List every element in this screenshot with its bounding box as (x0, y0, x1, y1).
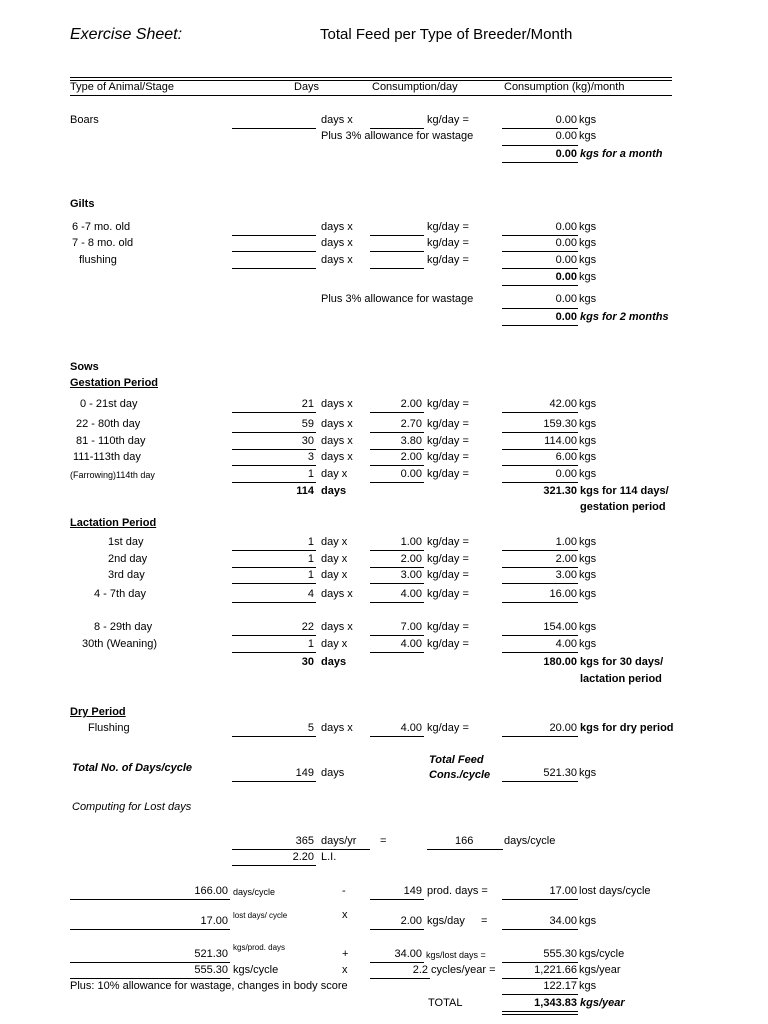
unit-kgs: kgs (579, 588, 597, 600)
days-underline (232, 567, 316, 568)
calc-value: 166.00 (194, 885, 228, 897)
gestation-row-days: 1 (307, 468, 314, 480)
unit-day: day x (321, 638, 348, 650)
total-days-label: Total No. of Days/cycle (72, 762, 193, 774)
total-days-unit: days (321, 767, 345, 779)
sows-heading: Sows (70, 361, 99, 373)
total-days-value: 149 (295, 767, 314, 779)
li-unit: L.I. (321, 851, 337, 863)
operator: - (342, 885, 346, 897)
unit-kgday: kg/day = (427, 398, 469, 410)
li-value: 2.20 (292, 851, 314, 863)
unit-days: days x (321, 114, 353, 126)
gestation-row-label: 81 - 110th day (76, 435, 146, 447)
gestation-row-rate: 3.80 (400, 435, 422, 447)
lactation-heading: Lactation Period (70, 517, 157, 529)
days-cycle-value: 166 (455, 835, 474, 847)
unit-day: day x (321, 468, 348, 480)
gestation-row-days: 59 (301, 418, 314, 430)
gilts-subtotal: 0.00 (555, 271, 577, 283)
days-underline (232, 482, 316, 483)
unit-kgday: kg/day = (427, 569, 469, 581)
amount-underline (502, 567, 578, 568)
gestation-row-rate: 2.70 (400, 418, 422, 430)
unit-kgday: kg/day = (427, 435, 469, 447)
lactation-row-rate: 2.00 (400, 553, 422, 565)
calc-unit: prod. days = (427, 885, 488, 897)
gestation-row-days: 3 (307, 451, 314, 463)
unit-days: days x (321, 398, 353, 410)
calc-unit: cycles/year = (431, 964, 496, 976)
unit-kgs: kgs (579, 271, 597, 283)
days-underline (232, 736, 316, 737)
gestation-days-word: days (321, 485, 347, 497)
unit-day: day x (321, 553, 348, 565)
lactation-row-amount: 3.00 (555, 569, 577, 581)
amount-underline (502, 412, 578, 413)
gestation-total-amount: 321.30 (543, 485, 577, 497)
calc-result: 555.30 (543, 948, 577, 960)
dry-amount-label: kgs for dry period (580, 722, 674, 734)
rate-underline (370, 482, 424, 483)
lactation-row-days: 1 (307, 638, 314, 650)
rate-underline (370, 432, 424, 433)
calc-underline (502, 899, 578, 900)
gilts-row-amount: 0.00 (555, 237, 577, 249)
days-underline (232, 449, 316, 450)
unit-days: days x (321, 588, 353, 600)
gestation-row-rate: 0.00 (400, 468, 422, 480)
operator: x (342, 964, 348, 976)
gilts-row-label: flushing (79, 254, 117, 266)
lactation-row-label: 8 - 29th day (94, 621, 153, 633)
calc-result: 34.00 (549, 915, 577, 927)
calc-underline (370, 929, 424, 930)
amount-underline (502, 652, 578, 653)
blank-line (370, 128, 424, 129)
dry-label: Flushing (88, 722, 130, 734)
unit-kgs: kgs (579, 536, 597, 548)
rate-underline (370, 736, 424, 737)
calc-unit: kgs/cycle (233, 964, 279, 976)
calc-underline (70, 962, 230, 963)
gilts-row-amount: 0.00 (555, 254, 577, 266)
unit-kgday: kg/day = (427, 722, 469, 734)
unit-kgs: kgs (579, 451, 597, 463)
calc-underline (502, 978, 578, 979)
col-header-consumption-day: Consumption/day (372, 81, 458, 93)
allowance-label: Plus: 10% allowance for wastage, changes in body score (70, 980, 348, 992)
gilts-row-label: 7 - 8 mo. old (72, 237, 134, 249)
unit-kgs: kgs (579, 293, 597, 305)
days-underline (232, 781, 316, 782)
rate-underline (370, 550, 424, 551)
boars-allowance-amount: 0.00 (555, 130, 577, 142)
calc-value: 2.2 (412, 964, 428, 976)
gestation-row-amount: 114.00 (544, 435, 577, 447)
dry-heading: Dry Period (70, 706, 126, 718)
rate-underline (370, 583, 424, 584)
boars-total-label: kgs for a month (580, 148, 663, 160)
lactation-row-rate: 4.00 (400, 588, 422, 600)
amount-underline (502, 482, 578, 483)
amount-underline (502, 736, 578, 737)
gestation-row-label: 0 - 21st day (80, 398, 138, 410)
calc-value: 17.00 (200, 915, 228, 927)
amount-underline (502, 251, 578, 252)
unit-kgday: kg/day = (427, 468, 469, 480)
allowance-unit: kgs (579, 980, 597, 992)
unit-days: days x (321, 722, 353, 734)
unit-kgday: kg/day = (427, 114, 469, 126)
days-per-year-unit: days/yr (321, 835, 357, 847)
lactation-row-rate: 4.00 (400, 638, 422, 650)
gestation-row-rate: 2.00 (400, 451, 422, 463)
amount-underline (502, 583, 578, 584)
unit-kgday: kg/day = (427, 536, 469, 548)
total-feed-unit: kgs (579, 767, 597, 779)
days-underline (232, 635, 316, 636)
unit-kgs: kgs (579, 398, 597, 410)
unit-kgday: kg/day = (427, 588, 469, 600)
lactation-row-rate: 1.00 (400, 536, 422, 548)
boars-allowance-label: Plus 3% allowance for wastage (321, 130, 474, 142)
unit-kgs: kgs (579, 237, 597, 249)
gilts-row-amount: 0.00 (555, 221, 577, 233)
lactation-row-days: 4 (307, 588, 314, 600)
boars-total: 0.00 (555, 148, 577, 160)
gestation-row-label: 111-113th day (73, 451, 141, 463)
calc-underline (370, 978, 430, 979)
calc-result: 17.00 (549, 885, 577, 897)
blank-line (232, 251, 316, 252)
gestation-row-days: 21 (301, 398, 314, 410)
unit-days: days x (321, 221, 353, 233)
amount-underline (502, 465, 578, 466)
blank-line (232, 128, 316, 129)
gestation-total-days: 114 (296, 485, 314, 497)
calc-result-unit: kgs (579, 915, 597, 927)
unit-kgday: kg/day = (427, 237, 469, 249)
operator: + (342, 948, 349, 960)
gestation-row-rate: 2.00 (400, 398, 422, 410)
gestation-row-amount: 42.00 (549, 398, 577, 410)
lactation-row-rate: 7.00 (400, 621, 422, 633)
days-underline (232, 583, 316, 584)
lactation-row-amount: 1.00 (555, 536, 577, 548)
unit-kgday: kg/day = (427, 254, 469, 266)
calc-result-unit: kgs/year (579, 964, 621, 976)
blank-line (370, 235, 424, 236)
gestation-row-label: (Farrowing)114th day (70, 470, 155, 480)
calc-underline (70, 899, 230, 900)
gestation-total-label-2: gestation period (580, 501, 666, 513)
sheet-label: Exercise Sheet: (70, 26, 183, 43)
calc-result: 1,221.66 (534, 964, 577, 976)
calc-value: 34.00 (394, 948, 422, 960)
calc-underline (70, 978, 230, 979)
equals-sign: = (380, 835, 387, 847)
unit-kgday: kg/day = (427, 418, 469, 430)
unit-kgday: kg/day = (427, 638, 469, 650)
total-feed-value: 521.30 (543, 767, 577, 779)
unit-kgs: kgs (579, 553, 597, 565)
blank-line (232, 235, 316, 236)
calc-underline (70, 929, 230, 930)
unit-kgday: kg/day = (427, 553, 469, 565)
calc-result-unit: lost days/cycle (579, 885, 651, 897)
days-underline (232, 550, 316, 551)
total-feed-label-2: Cons./cycle (429, 769, 491, 781)
unit-days: days x (321, 254, 353, 266)
gestation-heading: Gestation Period (70, 377, 159, 389)
calc-unit: kgs/prod. days (233, 943, 286, 952)
grand-total-label: TOTAL (428, 997, 463, 1009)
rate-underline (370, 635, 424, 636)
gilts-total: 0.00 (555, 311, 577, 323)
calc-underline (370, 899, 424, 900)
lactation-row-label: 3rd day (108, 569, 145, 581)
col-header-type: Type of Animal/Stage (70, 81, 174, 93)
gilts-allowance-label: Plus 3% allowance for wastage (321, 293, 474, 305)
unit-day: day x (321, 569, 348, 581)
unit-day: day x (321, 536, 348, 548)
days-underline (232, 465, 316, 466)
lactation-row-days: 1 (307, 536, 314, 548)
unit-days: days x (321, 621, 353, 633)
days-underline (232, 849, 370, 850)
boars-amount: 0.00 (555, 114, 577, 126)
unit-kgs: kgs (579, 114, 597, 126)
unit-kgday: kg/day = (427, 621, 469, 633)
lactation-row-label: 4 - 7th day (94, 588, 146, 600)
gestation-total-label: kgs for 114 days/ (580, 485, 669, 497)
lactation-row-amount: 4.00 (555, 638, 577, 650)
lactation-row-days: 22 (301, 621, 314, 633)
amount-underline (502, 432, 578, 433)
total-underline (502, 325, 578, 326)
rate-underline (370, 412, 424, 413)
calc-result-unit: kgs/cycle (579, 948, 625, 960)
days-underline (232, 432, 316, 433)
days-cycle-unit: days/cycle (504, 835, 556, 847)
rate-underline (370, 465, 424, 466)
unit-kgs: kgs (579, 435, 597, 447)
rate-underline (370, 652, 424, 653)
col-header-days: Days (294, 81, 320, 93)
unit-kgs: kgs (579, 418, 597, 430)
lactation-row-amount: 16.00 (549, 588, 577, 600)
days-underline (232, 652, 316, 653)
gilts-row-label: 6 -7 mo. old (72, 221, 131, 233)
calc-underline (502, 962, 578, 963)
unit-kgday: kg/day = (427, 451, 469, 463)
lactation-total-label-2: lactation period (580, 673, 662, 685)
lactation-row-amount: 154.00 (543, 621, 577, 633)
gilts-allowance-amount: 0.00 (555, 293, 577, 305)
blank-line (370, 268, 424, 269)
days-underline (232, 602, 316, 603)
amount-underline (502, 235, 578, 236)
gestation-row-amount: 159.30 (543, 418, 577, 430)
gestation-row-label: 22 - 80th day (76, 418, 141, 430)
gestation-row-days: 30 (301, 435, 314, 447)
amount-underline (502, 268, 578, 269)
lactation-row-days: 1 (307, 569, 314, 581)
unit-kgs: kgs (579, 468, 597, 480)
unit-kgs: kgs (579, 254, 597, 266)
lactation-row-amount: 2.00 (555, 553, 577, 565)
boars-label: Boars (70, 114, 99, 126)
amount-underline (502, 635, 578, 636)
amount-underline (502, 550, 578, 551)
calc-unit: kgs/day (427, 915, 465, 927)
unit-days: days x (321, 435, 353, 447)
calc-unit: lost days/ cycle (233, 911, 288, 920)
amount-underline (502, 128, 578, 129)
unit-days: days x (321, 237, 353, 249)
unit-kgs: kgs (579, 638, 597, 650)
lactation-row-label: 2nd day (108, 553, 148, 565)
total-feed-label: Total Feed (429, 754, 484, 766)
gestation-row-amount: 6.00 (555, 451, 577, 463)
dry-amount: 20.00 (549, 722, 577, 734)
total-rule (502, 308, 578, 309)
calc-unit: kgs/lost days = (426, 950, 486, 960)
grand-total-underline (502, 1011, 578, 1015)
grand-total-amount: 1,343.83 (534, 997, 577, 1009)
lactation-row-days: 1 (307, 553, 314, 565)
calc-value: 2.00 (400, 915, 422, 927)
rate-underline (370, 567, 424, 568)
blank-line (232, 268, 316, 269)
page-title: Total Feed per Type of Breeder/Month (320, 26, 573, 43)
calc-value: 149 (403, 885, 422, 897)
unit-kgs: kgs (579, 221, 597, 233)
amount-underline (502, 602, 578, 603)
lactation-total-label: kgs for 30 days/ (580, 656, 664, 668)
col-header-consumption-month: Consumption (kg)/month (504, 81, 625, 93)
allowance-amount: 122.17 (543, 980, 577, 992)
grand-total-unit: kgs/year (580, 997, 625, 1009)
calc-unit: days/cycle (233, 887, 276, 897)
lactation-total-days: 30 (301, 656, 314, 668)
total-rule (502, 145, 578, 146)
dry-rate: 4.00 (400, 722, 422, 734)
lactation-row-rate: 3.00 (400, 569, 422, 581)
amount-underline (502, 781, 578, 782)
equals-sign: = (481, 915, 488, 927)
lost-days-heading: Computing for Lost days (72, 801, 192, 813)
gestation-row-amount: 0.00 (555, 468, 577, 480)
calc-underline (502, 929, 578, 930)
unit-days: days x (321, 418, 353, 430)
rate-underline (370, 449, 424, 450)
total-rule (502, 994, 578, 995)
rate-underline (370, 602, 424, 603)
unit-kgs: kgs (579, 621, 597, 633)
amount-underline (502, 449, 578, 450)
li-underline (232, 865, 316, 866)
unit-kgday: kg/day = (427, 221, 469, 233)
total-underline (502, 162, 578, 163)
calc-value: 555.30 (194, 964, 228, 976)
unit-kgs: kgs (579, 569, 597, 581)
calc-underline (370, 962, 424, 963)
dry-days: 5 (307, 722, 314, 734)
header-underline (70, 95, 672, 96)
operator: x (342, 909, 348, 921)
gilts-heading: Gilts (70, 198, 95, 210)
lactation-row-label: 1st day (108, 536, 144, 548)
gilts-total-label: kgs for 2 months (580, 311, 669, 323)
lactation-days-word: days (321, 656, 347, 668)
calc-value: 521.30 (194, 948, 228, 960)
subtotal-underline (502, 285, 578, 286)
days-per-year: 365 (295, 835, 314, 847)
lactation-row-label: 30th (Weaning) (82, 638, 158, 650)
unit-days: days x (321, 451, 353, 463)
blank-line (370, 251, 424, 252)
unit-kgs: kgs (579, 130, 597, 142)
days-underline (232, 412, 316, 413)
days-cycle-underline (427, 849, 503, 850)
lactation-total-amount: 180.00 (543, 656, 577, 668)
